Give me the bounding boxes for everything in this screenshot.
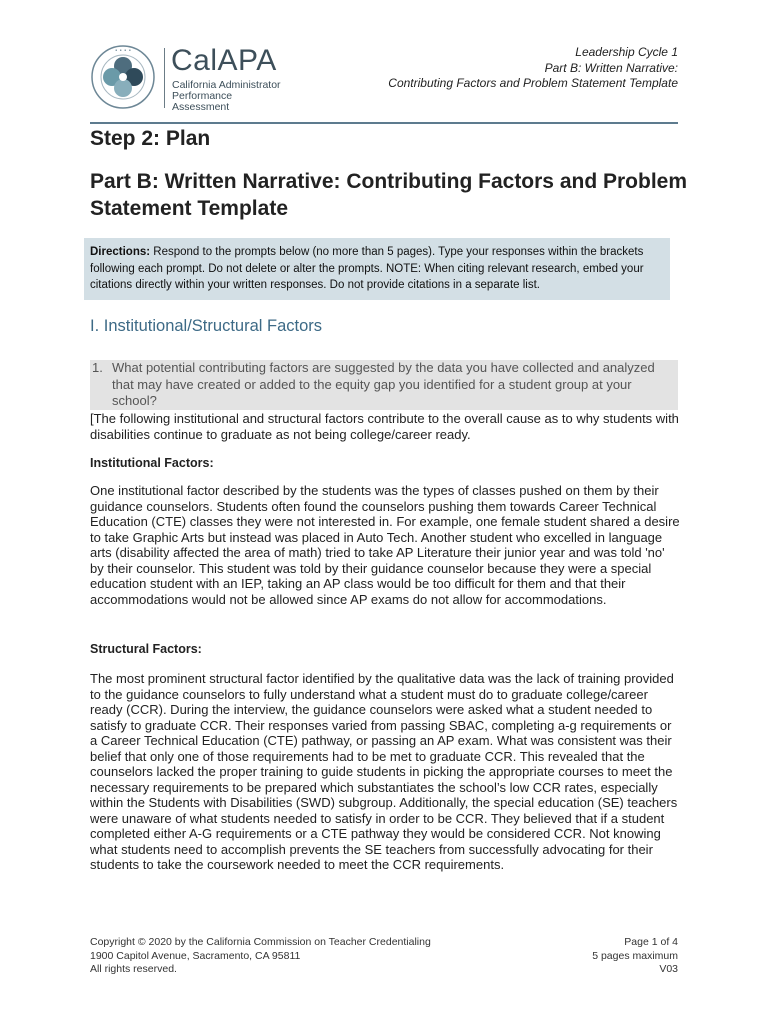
- footer-pages-max: 5 pages maximum: [592, 949, 678, 962]
- institutional-text: One institutional factor described by the students was the types of classes pushed on them by their guidance counselors. Students often found the counselors pushing them towards Career Technical Education (CTE) classes they were not interested in. For example, one female student shared a desire to take Graphic Arts but instead was placed in Auto Tech. Another student who excelled in language arts (disability affected the area of math) tried to take AP Literature their junior year and was told 'no' by their counselor. This student was told by their guidance counselor because they were a special education student with an IEP, taking an AP class would be too difficult for them and that their accommodations would not be allowed since AP exams do not allow for accommodations.: [90, 483, 680, 607]
- footer-address: 1900 Capitol Avenue, Sacramento, CA 95811: [90, 949, 301, 962]
- institutional-heading: Institutional Factors:: [90, 456, 214, 470]
- structural-heading: Structural Factors:: [90, 642, 202, 656]
- question-number: 1.: [92, 360, 103, 375]
- section-title: I. Institutional/Structural Factors: [90, 317, 323, 335]
- logo-subtitle-line2: Performance Assessment: [172, 90, 233, 113]
- footer-page: Page 1 of 4: [624, 936, 678, 948]
- step-title: Step 2: Plan: [90, 127, 211, 150]
- directions-text: Respond to the prompts below (no more than 5 pages). Type your responses within the brackets following each prompt. Do not delete or alter the prompts. NOTE: When citing relevant research, embed your citations directly within your written responses. Do not provide citations in a separate list.: [90, 246, 644, 291]
- svg-text:• • • •: • • • •: [114, 48, 132, 54]
- part-title: Part B: Written Narrative: Contributing Factors and Problem Statement Template: [90, 170, 688, 220]
- footer-rights: All rights reserved.: [90, 963, 177, 975]
- header-part: Part B: Written Narrative:: [544, 60, 678, 75]
- logo-divider: [164, 48, 165, 108]
- footer-version: V03: [659, 963, 678, 975]
- response-intro: [The following institutional and structural factors contribute to the overall cause as to why students with disabilities continue to graduate as not being college/career ready.: [90, 411, 679, 442]
- header-subtitle: Contributing Factors and Problem Statement Template: [388, 76, 678, 90]
- directions-box: [84, 238, 670, 300]
- header-rule: [90, 122, 678, 124]
- logo-subtitle: [172, 80, 290, 113]
- footer-left: [90, 936, 431, 977]
- footer-copyright: Copyright © 2020 by the California Commission on Teacher Credentialing: [90, 936, 431, 948]
- question-text: What potential contributing factors are suggested by the data you have collected and analyzed that may have created or added to the equity gap you identified for a student group at your school?: [112, 360, 655, 408]
- calapa-logo: [90, 44, 290, 114]
- calapa-seal-icon: [90, 44, 156, 110]
- header-info: [388, 45, 678, 92]
- footer-right: [592, 936, 678, 977]
- logo-subtitle-line1: California Administrator: [172, 79, 281, 91]
- logo-name: CalAPA: [171, 44, 277, 77]
- prompt-question: [90, 360, 678, 410]
- directions-label: Directions:: [90, 246, 151, 258]
- structural-text: The most prominent structural factor identified by the qualitative data was the lack of training provided to the guidance counselors to fully understand what a student must do to graduate college/career ready (CCR). During the interview, the guidance counselors were asked what a student needed to satisfy to graduate CCR. Their responses varied from passing SBAC, completing a-g requirements or a Career Technical Education (CTE) pathway, or passing an AP exam. What was consistent was their belief that only one of those requirements had to be met to graduate CCR. This revealed that the counselors lacked the proper training to guide students in picking the appropriate courses to meet the necessary requirements to be prepared which substantiates the school’s low CCR rates, especially within the Students with Disabilities (SWD) subgroup. Additionally, the special education (SE) teachers were unaware of what students needed to satisfy in order to be CCR. They believed that if a student completed either A-G requirements or a CTE pathway they would be considered CCR. Not knowing what students need to accomplish prevents the SE teachers from successfully advocating for their students to take the coursework needed to meet the CCR requirements.: [90, 671, 678, 872]
- header-cycle: Leadership Cycle 1: [575, 45, 678, 59]
